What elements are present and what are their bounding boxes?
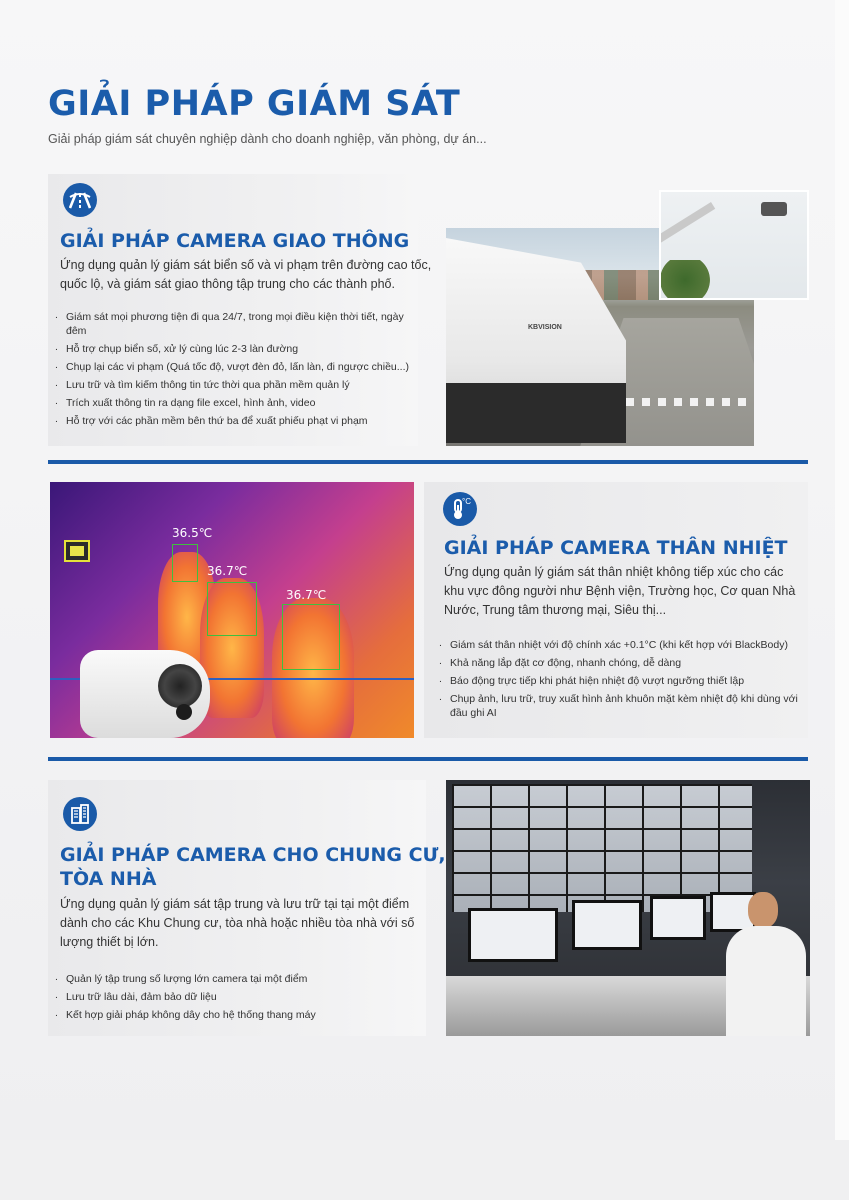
face-detection-box [207,582,257,636]
page-subtitle: Giải pháp giám sát chuyên nghiệp dành cho doanh nghiệp, văn phòng, dự án... [48,132,487,146]
list-item: . Chụp ảnh, lưu trữ, truy xuất hình ảnh khuôn mặt kèm nhiệt độ khi dùng với đầu ghi AI [436,692,808,720]
section-title-building-line1: GIẢI PHÁP CAMERA CHO CHUNG CƯ, [60,844,446,866]
traffic-bullet-list [52,310,422,432]
thermometer-icon [443,492,477,526]
building-bullet-list [52,972,422,1026]
list-item: . Hỗ trợ với các phần mềm bên thứ ba để xuất phiếu phạt vi phạm [52,414,422,428]
operator [718,892,808,1036]
temperature-label: 36.7℃ [207,564,248,578]
temperature-label: 36.7℃ [286,588,327,602]
thermal-camera-photo [50,482,414,738]
road-icon [63,183,97,217]
crosswalk [626,398,754,406]
bottom-band [0,1140,849,1200]
section-title-thermal: GIẢI PHÁP CAMERA THÂN NHIỆT [444,537,788,559]
building-icon [63,797,97,831]
monitor [468,908,558,962]
section-title-building-line2: TÒA NHÀ [60,868,157,890]
list-item: . Báo động trực tiếp khi phát hiện nhiệt độ vượt ngưỡng thiết lập [436,674,808,688]
list-item: . Giám sát thân nhiệt với độ chính xác +0.1°C (khi kết hợp với BlackBody) [436,638,808,652]
list-item: . Lưu trữ lâu dài, đảm bảo dữ liệu [52,990,422,1004]
section-description-building: Ứng dụng quản lý giám sát tập trung và lưu trữ tại tại một điểm dành cho các Khu Chung cư, tòa nhà hoặc nhiều tòa nhà với số lượng thiết bị lớn. [60,897,415,949]
face-detection-box [172,544,198,582]
camera-brand: KBVISION [528,324,562,331]
list-item: . Lưu trữ và tìm kiếm thông tin tức thời qua phần mềm quản lý [52,378,422,392]
video-wall [452,784,752,912]
page-edge [835,0,849,1200]
operator-head [748,892,778,928]
page-title: GIẢI PHÁP GIÁM SÁT [48,84,461,124]
celsius-label: °C [462,497,471,506]
list-item: . Hỗ trợ chụp biển số, xử lý cùng lúc 2-3 làn đường [52,342,422,356]
camera-lens [176,704,192,720]
camera-lens [158,664,202,708]
section-description-traffic: Ứng dụng quản lý giám sát biển số và vi phạm trên đường cao tốc, quốc lộ, và giám sát giao thông tập trung cho các thành phố. [60,258,432,291]
temperature-label: 36.5℃ [172,526,213,540]
list-item: . Khả năng lắp đặt cơ động, nhanh chóng, dễ dàng [436,656,808,670]
section-description-thermal: Ứng dụng quản lý giám sát thân nhiệt không tiếp xúc cho các khu vực đông người như Bệnh viện, Trường học, Cơ quan Nhà Nước, Trung tâm thương mại, Siêu thị... [444,565,796,617]
list-item: . Giám sát mọi phương tiện đi qua 24/7, trong mọi điều kiện thời tiết, ngày đêm [52,310,422,338]
list-item: . Quản lý tập trung số lượng lớn camera tại một điểm [52,972,422,986]
control-room-photo [446,780,810,1036]
list-item: . Trích xuất thông tin ra dạng file excel, hình ảnh, video [52,396,422,410]
operator-body [726,926,806,1036]
trees [661,260,721,300]
blackbody-marker [64,540,90,562]
thermal-bullet-list [436,638,808,724]
face-detection-box [282,604,340,670]
section-divider [48,460,808,464]
monitor [650,896,706,940]
monitor [572,900,642,950]
camera-base [446,383,626,443]
pole-camera-photo [659,190,809,300]
pole-camera [761,202,787,216]
list-item: . Chụp lại các vi phạm (Quá tốc độ, vượt đèn đỏ, lấn làn, đi ngược chiều...) [52,360,422,374]
section-divider [48,757,808,761]
section-title-traffic: GIẢI PHÁP CAMERA GIAO THÔNG [60,230,410,252]
list-item: . Kết hợp giải pháp không dây cho hệ thống thang máy [52,1008,422,1022]
